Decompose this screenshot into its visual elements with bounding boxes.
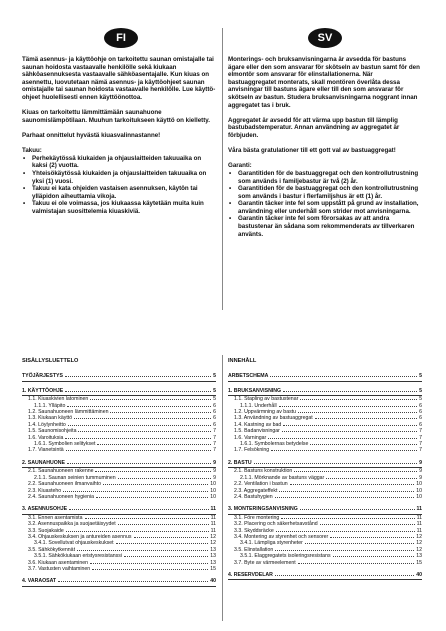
toc-section xyxy=(228,388,422,454)
toc-entry-title: 3.4. Ohjauskeskuksen ja antureiden asennus xyxy=(28,533,132,540)
toc-entry-title: 2.1. Bastuns konstruktion xyxy=(234,468,293,475)
toc-page-number: 6 xyxy=(419,421,422,428)
toc-page-number: 12 xyxy=(210,540,216,547)
toc-page-number: 9 xyxy=(419,468,422,475)
toc-page-number: 10 xyxy=(210,487,216,494)
toc-entry-title: 1.6.1. Symbolernas betydelse xyxy=(240,441,309,448)
toc-leader-dots xyxy=(92,569,208,570)
toc-page-number: 9 xyxy=(213,474,216,481)
toc-section xyxy=(228,373,422,381)
toc-section xyxy=(228,506,422,566)
toc-entry-title: 1.4. Löylynheitto xyxy=(28,421,66,428)
intro-paragraph: Aggregatet är avsedd för att värma upp bastun till lämplig bastubadstemperatur. Annan användning av aggregatet är förbjuden. xyxy=(228,116,400,139)
toc-leader-dots xyxy=(77,550,208,551)
warranty-title: Takuu: xyxy=(22,147,42,155)
toc-page-number: 13 xyxy=(416,553,422,560)
toc-rule xyxy=(22,586,216,587)
toc-entry-title: 2.1. Saunahuoneen rakenne xyxy=(28,468,94,475)
toc-page-number: 13 xyxy=(210,546,216,553)
toc-leader-dots xyxy=(300,399,417,400)
toc-rule xyxy=(228,381,422,382)
toc-entry-title: 3.4. Montering av styrenhet och sensorer xyxy=(234,533,329,540)
toc-entry-title: 1. BRUKSANVISNING xyxy=(228,387,282,394)
toc-page-number: 40 xyxy=(210,578,216,585)
toc-leader-dots xyxy=(275,575,414,576)
toc-entry-title: 3.1. Ennen asentamista xyxy=(28,514,83,521)
toc-entry-title: 2.2. Saunahuoneen ilmanvaihto xyxy=(28,481,101,488)
toc-page-number: 40 xyxy=(416,571,422,578)
toc-page-number: 10 xyxy=(210,493,216,500)
table-of-contents-fi xyxy=(22,358,216,593)
language-badge-sv: SV xyxy=(308,28,342,48)
toc-entry-title: TYÖJÄRJESTYS xyxy=(22,373,63,380)
toc-leader-dots xyxy=(315,418,417,419)
toc-page-number: 6 xyxy=(419,409,422,416)
toc-entry[interactable] xyxy=(22,460,216,466)
toc-page-number: 10 xyxy=(416,493,422,500)
toc-entry[interactable] xyxy=(228,506,422,512)
toc-page-number: 9 xyxy=(213,459,216,466)
toc-entry-title: 2. SAUNAHUONE xyxy=(22,459,65,466)
toc-page-number: 6 xyxy=(213,421,216,428)
toc-page-number: 12 xyxy=(416,546,422,553)
toc-heading: INNEHÅLL xyxy=(228,358,257,364)
toc-leader-dots xyxy=(65,438,211,439)
toc-entry-title: 2.4. Bastuhygien xyxy=(234,493,273,500)
toc-section xyxy=(22,460,216,500)
toc-heading: SISÄLLYSLUETTELO xyxy=(22,358,79,364)
toc-entry-title: 3. ASENNUSOHJE xyxy=(22,506,68,513)
toc-page-number: 13 xyxy=(210,553,216,560)
toc-page-number: 12 xyxy=(416,533,422,540)
toc-entry-title: 1.7. Vianetsintä xyxy=(28,447,64,454)
toc-entry-title: 1.1. Stapling av bastustenar xyxy=(234,396,299,403)
toc-leader-dots xyxy=(110,412,211,413)
toc-leader-dots xyxy=(58,581,208,582)
toc-section xyxy=(22,373,216,381)
intro-sv xyxy=(228,56,422,238)
warranty-item: • Takuu ei kata ohjeiden vastaisen asennuksen, käytön tai ylläpidon aiheuttamia vikoja. xyxy=(32,185,216,200)
toc-leader-dots xyxy=(282,431,417,432)
toc-leader-dots xyxy=(134,537,209,538)
toc-leader-dots xyxy=(320,524,415,525)
toc-entry-title: 1.1. Kiuaskivien latominen xyxy=(28,396,89,403)
column-divider-bottom xyxy=(222,355,223,621)
warranty-list xyxy=(22,155,216,216)
toc-page-number: 11 xyxy=(416,527,422,534)
intro-paragraph: Kiuas on tarkoitettu lämmittämään saunahuone saunomislämpötilaan. Muuhun tarkoitukseen käyttö on kielletty. xyxy=(22,109,210,124)
toc-page-number: 12 xyxy=(210,533,216,540)
toc-leader-dots xyxy=(67,463,211,464)
toc-section xyxy=(22,506,216,572)
toc-entry-title: 1.1.1. Underhåll xyxy=(240,402,277,409)
toc-leader-dots xyxy=(275,497,415,498)
toc-leader-dots xyxy=(275,550,414,551)
toc-page-number: 5 xyxy=(213,396,216,403)
toc-entry-title: 3.6. Kiukaan asentaminen xyxy=(28,559,88,566)
toc-page-number: 5 xyxy=(213,387,216,394)
toc-entry-title: 3.2. Asennuspaikka ja suojaetäisyydet xyxy=(28,521,116,528)
toc-leader-dots xyxy=(279,491,414,492)
toc-entry[interactable] xyxy=(22,388,216,394)
toc-leader-dots xyxy=(65,391,211,392)
toc-leader-dots xyxy=(254,463,417,464)
warranty-item: • Garantitiden för de bastuaggregat och den kontrollutrustning som används i familjebastur är två (2) år. xyxy=(238,170,422,185)
toc-leader-dots xyxy=(283,391,417,392)
toc-leader-dots xyxy=(85,518,209,519)
table-of-contents-sv xyxy=(228,358,422,586)
warranty-item: • Takuu ei ole voimassa, jos kiukaassa käytetään muita kuin valmistajan suosittelemia kiuaskiviä. xyxy=(32,200,216,215)
toc-entry-title: 3.1. Före montering xyxy=(234,514,280,521)
toc-entry-title: ARBETSCHEMA xyxy=(228,373,269,380)
toc-entry[interactable] xyxy=(22,506,216,512)
language-badge-fi: FI xyxy=(104,28,138,48)
toc-entry-title: 3.3. Suojakaide xyxy=(28,527,64,534)
toc-entry-title: 1.1.1. Ylläpito xyxy=(34,402,66,409)
toc-entry-title: 1.3. Kiukaan käyttö xyxy=(28,415,73,422)
intro-fi xyxy=(22,56,216,215)
toc-entry-title: 2.3. Kiuasteho xyxy=(28,487,62,494)
toc-leader-dots xyxy=(65,376,211,377)
toc-page-number: 15 xyxy=(416,559,422,566)
toc-page-number: 6 xyxy=(213,402,216,409)
toc-page-number: 6 xyxy=(419,415,422,422)
toc-entry[interactable] xyxy=(228,447,422,453)
toc-leader-dots xyxy=(124,556,208,557)
toc-entry-title: 3.5. Elinstallation xyxy=(234,546,274,553)
toc-leader-dots xyxy=(118,478,211,479)
intro-paragraph: Monterings- och bruksanvisningarna är avsedda för bastuns ägare eller den som ansvarar för skötseln av bastun samt för den elmontör som ansvarar för elinstallationerna. När bastuaggregatet monterats, skall montören överlåta dessa anvisningar till bastuns ägare eller till den som ansvarar för skötseln av bastun. Studera bruksanvisningarna noggrant innan aggregatet tas i bruk. xyxy=(228,56,420,109)
warranty-list xyxy=(228,170,422,238)
toc-leader-dots xyxy=(116,543,209,544)
toc-rule xyxy=(228,579,422,580)
warranty-item: • Garantin täcker inte fel som uppstått på grund av installation, användning eller underhåll som strider mot anvisningarna. xyxy=(238,200,422,215)
toc-entry-title: 1.3. Användning av bastuaggregat xyxy=(234,415,313,422)
toc-entry-title: 1. KÄYTTÖOHJE xyxy=(22,387,64,394)
toc-entry-title: 3.5.1. Elaggregatets isoleringsresistans xyxy=(240,553,331,560)
toc-entry[interactable] xyxy=(22,494,216,500)
toc-page-number: 6 xyxy=(213,415,216,422)
toc-entry-title: 2.1.1. Mörknande av bastuns väggar xyxy=(240,474,325,481)
toc-leader-dots xyxy=(96,497,208,498)
toc-leader-dots xyxy=(279,406,417,407)
toc-page-number: 6 xyxy=(419,402,422,409)
toc-leader-dots xyxy=(298,412,417,413)
toc-leader-dots xyxy=(90,563,208,564)
toc-leader-dots xyxy=(95,471,211,472)
toc-leader-dots xyxy=(74,418,211,419)
toc-leader-dots xyxy=(63,491,208,492)
toc-leader-dots xyxy=(66,531,209,532)
toc-leader-dots xyxy=(66,450,211,451)
toc-leader-dots xyxy=(326,478,417,479)
toc-section xyxy=(228,572,422,580)
warranty-item: • Perhekäytössä kiukaiden ja ohjauslaitteiden takuuaika on kaksi (2) vuotta. xyxy=(32,155,216,170)
toc-page-number: 5 xyxy=(419,373,422,380)
toc-entry-title: 3.4.1. Lämpliga styrenheter xyxy=(240,540,303,547)
toc-rule xyxy=(22,381,216,382)
toc-entry[interactable] xyxy=(228,460,422,466)
toc-page-number: 6 xyxy=(213,409,216,416)
toc-page-number: 7 xyxy=(419,434,422,441)
toc-entry[interactable] xyxy=(22,373,216,379)
toc-leader-dots xyxy=(68,425,211,426)
toc-page-number: 11 xyxy=(210,506,216,513)
toc-section xyxy=(22,578,216,586)
column-divider-top xyxy=(222,28,223,310)
toc-leader-dots xyxy=(310,444,417,445)
warranty-title: Garanti: xyxy=(228,162,252,170)
toc-entry-title: 1.5. Saunomisohjeita xyxy=(28,428,77,435)
intro-paragraph: Parhaat onnittelut hyvästä kiuasvalinnastanne! xyxy=(22,131,161,139)
toc-leader-dots xyxy=(118,524,209,525)
toc-page-number: 11 xyxy=(416,521,422,528)
toc-page-number: 7 xyxy=(419,447,422,454)
toc-section xyxy=(228,460,422,500)
toc-entry-title: 1.2. Uppvärmning av bastu xyxy=(234,409,296,416)
toc-entry-title: 3.4.1. Sovellutvat ohjauskeskukset xyxy=(34,540,114,547)
toc-leader-dots xyxy=(78,431,211,432)
toc-page-number: 10 xyxy=(416,487,422,494)
toc-leader-dots xyxy=(276,531,415,532)
toc-leader-dots xyxy=(67,406,211,407)
toc-page-number: 11 xyxy=(416,514,422,521)
toc-entry[interactable] xyxy=(22,447,216,453)
toc-leader-dots xyxy=(97,444,211,445)
toc-entry-title: 2.3. Aggregateffekt xyxy=(234,487,278,494)
toc-entry-title: 3.7. Byte av värmeelement xyxy=(234,559,296,566)
toc-leader-dots xyxy=(294,471,417,472)
toc-entry[interactable] xyxy=(22,578,216,584)
toc-entry-title: 1.6. Varningar xyxy=(234,434,267,441)
toc-leader-dots xyxy=(283,425,417,426)
toc-page-number: 7 xyxy=(213,447,216,454)
toc-leader-dots xyxy=(268,438,417,439)
toc-entry-title: 1.5. Badanvisningar xyxy=(234,428,280,435)
toc-entry-title: 4. VARAOSAT xyxy=(22,578,57,585)
toc-entry[interactable] xyxy=(228,572,422,578)
toc-page-number: 5 xyxy=(213,373,216,380)
toc-leader-dots xyxy=(103,484,208,485)
toc-entry-title: 2.2. Ventilation i bastun xyxy=(234,481,288,488)
toc-leader-dots xyxy=(333,556,415,557)
toc-section xyxy=(22,388,216,454)
toc-page-number: 13 xyxy=(210,559,216,566)
toc-entry-title: 1.2. Saunahuoneen lämmittäminen xyxy=(28,409,109,416)
toc-entry[interactable] xyxy=(228,373,422,379)
toc-leader-dots xyxy=(271,450,417,451)
toc-leader-dots xyxy=(330,537,414,538)
toc-page-number: 11 xyxy=(210,527,216,534)
toc-entry-title: 2.1.1. Saunan seinien tummuminen xyxy=(34,474,116,481)
toc-page-number: 11 xyxy=(416,506,422,513)
toc-entry-title: 3.7. Vastusten vaihtaminen xyxy=(28,565,91,572)
toc-page-number: 9 xyxy=(419,474,422,481)
toc-page-number: 11 xyxy=(210,521,216,528)
toc-entry-title: 3.2. Placering och säkerhetsavstånd xyxy=(234,521,318,528)
toc-leader-dots xyxy=(298,563,415,564)
toc-entry-title: 1.6.1. Symbolien selitykset xyxy=(34,441,96,448)
toc-page-number: 7 xyxy=(213,428,216,435)
toc-leader-dots xyxy=(90,399,211,400)
toc-entry-title: 1.6. Varoituksia xyxy=(28,434,64,441)
intro-paragraph: Tämä asennus- ja käyttöohje on tarkoitettu saunan omistajalle tai saunan hoidosta vastaavalle henkilölle sekä kiukaan sähköasennuksesta vastaavalle sähköasentajalle. Kun kiuas on asennettu, luovutetaan nämä asennus- ja käyttöohjeet saunan omistajalle tai saunan hoidosta vastaavalle henkilölle. Lue käyttöohjeet huolellisesti ennen käyttöönottoa. xyxy=(22,56,216,101)
toc-page-number: 9 xyxy=(419,459,422,466)
toc-entry-title: 2. BASTU xyxy=(228,459,252,466)
toc-page-number: 11 xyxy=(210,514,216,521)
warranty-item: • Garantin täcker inte fel som förorsakas av att andra bastustenar än sådana som rekommenderats av tillverkaren använts. xyxy=(238,215,422,238)
toc-entry-title: 3. MONTERINGSANVISNING xyxy=(228,506,298,513)
toc-entry-title: 2.4. Saunahuoneen hygienia xyxy=(28,493,95,500)
warranty-item: • Garantitiden för de bastuaggregat och den kontrollutrustning som används i bastur i flerfamiljshus är ett (1) år. xyxy=(238,185,422,200)
toc-leader-dots xyxy=(281,518,414,519)
toc-leader-dots xyxy=(69,509,208,510)
intro-paragraph: Våra bästa gratulationer till ett gott val av bastuaggregat! xyxy=(228,147,396,155)
toc-page-number: 9 xyxy=(213,468,216,475)
toc-page-number: 5 xyxy=(419,387,422,394)
toc-entry[interactable] xyxy=(228,388,422,394)
warranty-item: • Yhteisökäytössä kiukaiden ja ohjauslaitteiden takuuaika on yksi (1) vuosi. xyxy=(32,170,216,185)
toc-entry[interactable] xyxy=(228,494,422,500)
toc-entry-title: 3.5.1. Sähkökiukaan eristysresistanssi xyxy=(34,553,122,560)
toc-entry[interactable] xyxy=(228,560,422,566)
toc-page-number: 5 xyxy=(419,396,422,403)
toc-leader-dots xyxy=(290,484,415,485)
toc-page-number: 10 xyxy=(416,481,422,488)
toc-page-number: 7 xyxy=(213,441,216,448)
toc-page-number: 7 xyxy=(419,441,422,448)
toc-entry-title: 1.4. Kastning av bad xyxy=(234,421,282,428)
toc-entry-title: 3.3. Skyddsräcke xyxy=(234,527,274,534)
toc-page-number: 15 xyxy=(210,565,216,572)
toc-page-number: 7 xyxy=(419,428,422,435)
toc-leader-dots xyxy=(300,509,415,510)
toc-leader-dots xyxy=(270,376,417,377)
toc-entry[interactable] xyxy=(22,566,216,572)
toc-entry-title: 1.7. Felsökning xyxy=(234,447,270,454)
toc-entry-title: 3.5. Sähkökytkennät xyxy=(28,546,76,553)
toc-entry-title: 4. RESERVDELAR xyxy=(228,571,273,578)
toc-page-number: 7 xyxy=(213,434,216,441)
toc-leader-dots xyxy=(305,543,414,544)
toc-page-number: 10 xyxy=(210,481,216,488)
toc-page-number: 12 xyxy=(416,540,422,547)
